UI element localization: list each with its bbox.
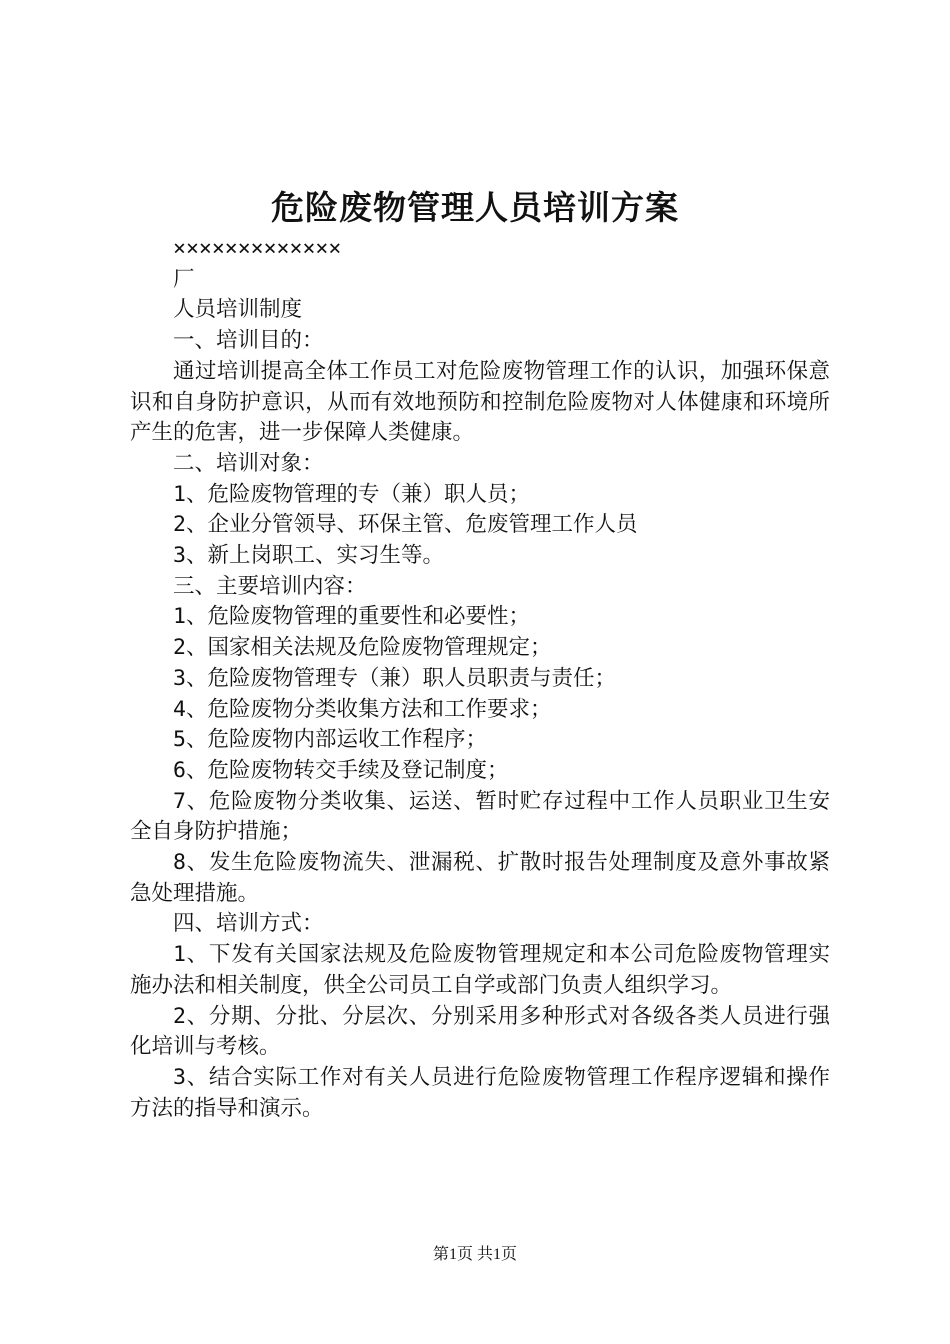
list-item: 1、危险废物管理的专（兼）职人员； [173,481,530,507]
list-item: 1、危险废物管理的重要性和必要性； [173,604,530,630]
list-item: 3、新上岗职工、实习生等。 [173,543,444,569]
list-item: 4、危险废物分类收集方法和工作要求； [173,696,552,722]
list-item: 3、结合实际工作对有关人员进行危险废物管理工作程序逻辑和操作方法的指导和演示。 [130,1064,830,1121]
list-item: 3、危险废物管理专（兼）职人员职责与责任； [173,665,616,691]
section-heading: 二、培训对象： [173,450,324,476]
list-item: 1、下发有关国家法规及危险废物管理规定和本公司危险废物管理实施办法和相关制度，供全公司员工自学或部门负责人组织学习。 [130,942,830,998]
paragraph: 厂 [173,266,195,292]
list-item: 7、危险废物分类收集、运送、暂时贮存过程中工作人员职业卫生安全自身防护措施； [130,788,830,845]
section-heading: 一、培训目的： [173,328,324,354]
paragraph: ××××××××××××× [173,236,342,261]
document-body [130,234,830,1124]
list-item: 5、危险废物内部运收工作程序； [173,727,487,753]
page-number-footer: 第1页 共1页 [432,1246,517,1263]
document-title: 危险废物管理人员培训方案 [271,188,679,227]
list-item: 2、企业分管领导、环保主管、危废管理工作人员 [173,512,638,538]
paragraph: 人员培训制度 [173,297,303,323]
section-heading: 三、主要培训内容： [173,573,367,599]
list-item: 6、危险废物转交手续及登记制度； [173,757,509,783]
paragraph: 通过培训提高全体工作员工对危险废物管理工作的认识，加强环保意识和自身防护意识，从而有效地预防和控制危险废物对人体健康和环境所产生的危害，进一步保障人类健康。 [130,358,830,446]
list-item: 2、分期、分批、分层次、分别采用多种形式对各级各类人员进行强化培训与考核。 [130,1003,830,1060]
section-heading: 四、培训方式： [173,911,324,937]
list-item: 2、国家相关法规及危险废物管理规定； [173,635,552,661]
list-item: 8、发生危险废物流失、泄漏税、扩散时报告处理制度及意外事故紧急处理措施。 [130,850,830,906]
